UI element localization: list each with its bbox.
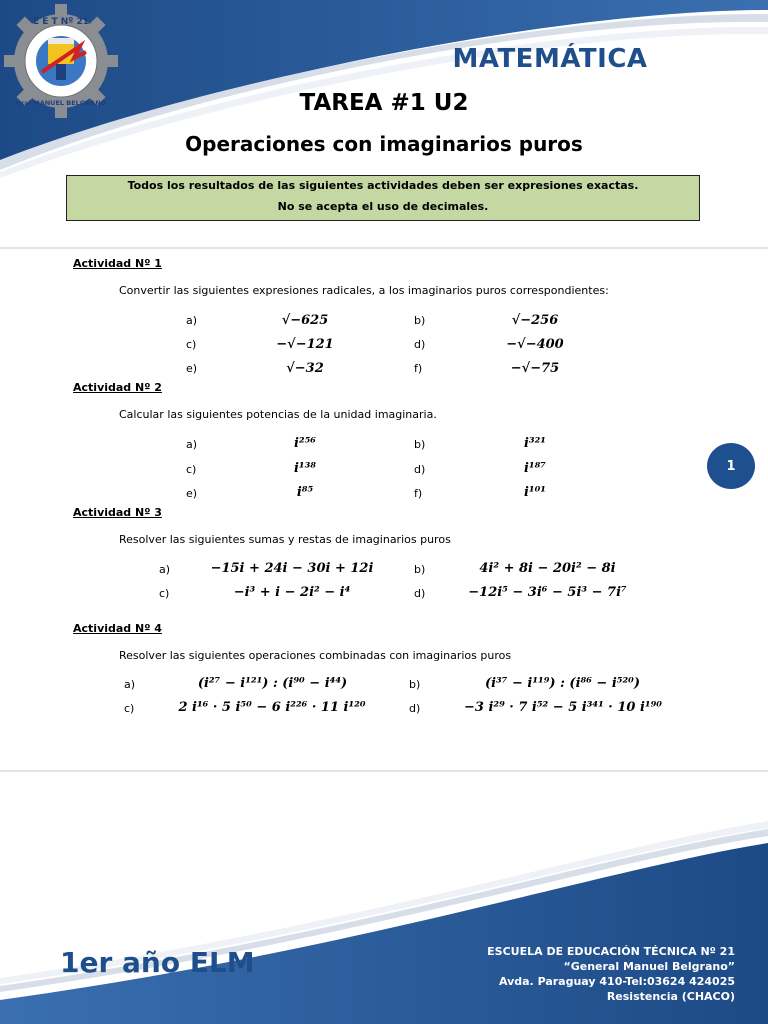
activity-2-expr-d: i¹⁸⁷ <box>523 461 547 476</box>
activity-3-expr-c: −i³ + i − 2i² − i⁴ <box>233 585 351 600</box>
course-year: 1er año ELM <box>60 946 255 979</box>
activity-1-title: Actividad Nº 1 <box>73 257 162 270</box>
notice-line-1: Todos los resultados de las siguientes actividades deben ser expresiones exactas. <box>127 179 639 192</box>
activity-4-label-d: d) <box>409 702 421 715</box>
activity-4-expr-a: (i²⁷ − i¹²¹) : (i⁹⁰ − i⁴⁴) <box>197 676 348 691</box>
activity-1-label-b: b) <box>414 314 426 327</box>
activity-1-expr-b: √−256 <box>511 313 559 328</box>
activity-4-instruction: Resolver las siguientes operaciones combinadas con imaginarios puros <box>119 649 512 662</box>
activity-1-expr-f: −√−75 <box>510 361 560 376</box>
logo-ring-text-bottom: Gral MANUEL BELGRANO <box>15 99 107 107</box>
activity-2-instruction: Calcular las siguientes potencias de la unidad imaginaria. <box>119 408 437 421</box>
activity-3-instruction: Resolver las siguientes sumas y restas de imaginarios puros <box>119 533 451 546</box>
activity-1-label-e: e) <box>186 362 198 375</box>
activity-1-expr-a: √−625 <box>281 313 329 328</box>
school-info <box>455 944 735 1004</box>
activity-3-title: Actividad Nº 3 <box>73 506 162 519</box>
activity-2-expr-b: i³²¹ <box>523 436 547 451</box>
activity-3-expr-d: −12i⁵ − 3i⁶ − 5i³ − 7i⁷ <box>468 585 627 600</box>
activity-2-label-f: f) <box>414 487 423 500</box>
activity-2-label-d: d) <box>414 463 426 476</box>
logo-ring-text-top: E E T Nº 21 <box>32 17 90 27</box>
school-info-line-4: Resistencia (CHACO) <box>606 990 735 1003</box>
instructions-notice <box>66 175 700 221</box>
school-info-line-3: Avda. Paraguay 410-Tel:03624 424025 <box>498 975 735 988</box>
activity-2-label-a: a) <box>186 438 198 451</box>
assignment-subtitle: Operaciones con imaginarios puros <box>185 132 583 156</box>
activity-2-title: Actividad Nº 2 <box>73 381 162 394</box>
activity-4-expr-b: (i³⁷ − i¹¹⁹) : (i⁸⁶ − i⁵²⁰) <box>484 676 641 691</box>
assignment-title: TAREA #1 U2 <box>299 90 469 116</box>
activity-2-expr-e: i⁸⁵ <box>296 485 314 500</box>
activity-2-label-c: c) <box>186 463 197 476</box>
school-info-line-1: ESCUELA DE EDUCACIÓN TÉCNICA Nº 21 <box>487 945 735 958</box>
activity-3-expr-b: 4i² + 8i − 20i² − 8i <box>479 561 616 576</box>
activity-3-label-d: d) <box>414 587 426 600</box>
activity-1-instruction: Convertir las siguientes expresiones radicales, a los imaginarios puros correspondientes: <box>119 284 609 297</box>
activity-1-expr-d: −√−400 <box>506 337 564 352</box>
activity-3-label-a: a) <box>159 563 171 576</box>
activity-4-label-a: a) <box>124 678 136 691</box>
activity-2-label-b: b) <box>414 438 426 451</box>
activity-2-label-e: e) <box>186 487 198 500</box>
activity-1-label-f: f) <box>414 362 423 375</box>
notice-line-2: No se acepta el uso de decimales. <box>277 200 489 213</box>
activity-4-label-c: c) <box>124 702 135 715</box>
activity-2-expr-f: i¹⁰¹ <box>523 485 547 500</box>
activity-3-label-c: c) <box>159 587 170 600</box>
activity-4-expr-c: 2 i¹⁶ · 5 i⁵⁰ − 6 i²²⁶ · 11 i¹²⁰ <box>178 700 366 715</box>
activity-1-expr-e: √−32 <box>286 361 324 376</box>
activity-3-expr-a: −15i + 24i − 30i + 12i <box>210 561 374 576</box>
activity-3-label-b: b) <box>414 563 426 576</box>
activity-2-expr-a: i²⁵⁶ <box>293 436 317 451</box>
page-number-badge: 1 <box>707 443 755 489</box>
activity-4-label-b: b) <box>409 678 421 691</box>
activity-4-expr-d: −3 i²⁹ · 7 i⁵² − 5 i³⁴¹ · 10 i¹⁹⁰ <box>463 700 662 715</box>
activity-1-expr-c: −√−121 <box>276 337 334 352</box>
activity-1-label-c: c) <box>186 338 197 351</box>
school-info-line-2: “General Manuel Belgrano” <box>563 960 735 973</box>
subject-title: MATEMÁTICA <box>452 44 648 74</box>
activity-1-label-d: d) <box>414 338 426 351</box>
activity-2-expr-c: i¹³⁸ <box>293 461 317 476</box>
activity-4-title: Actividad Nº 4 <box>73 622 162 635</box>
activity-1-label-a: a) <box>186 314 198 327</box>
